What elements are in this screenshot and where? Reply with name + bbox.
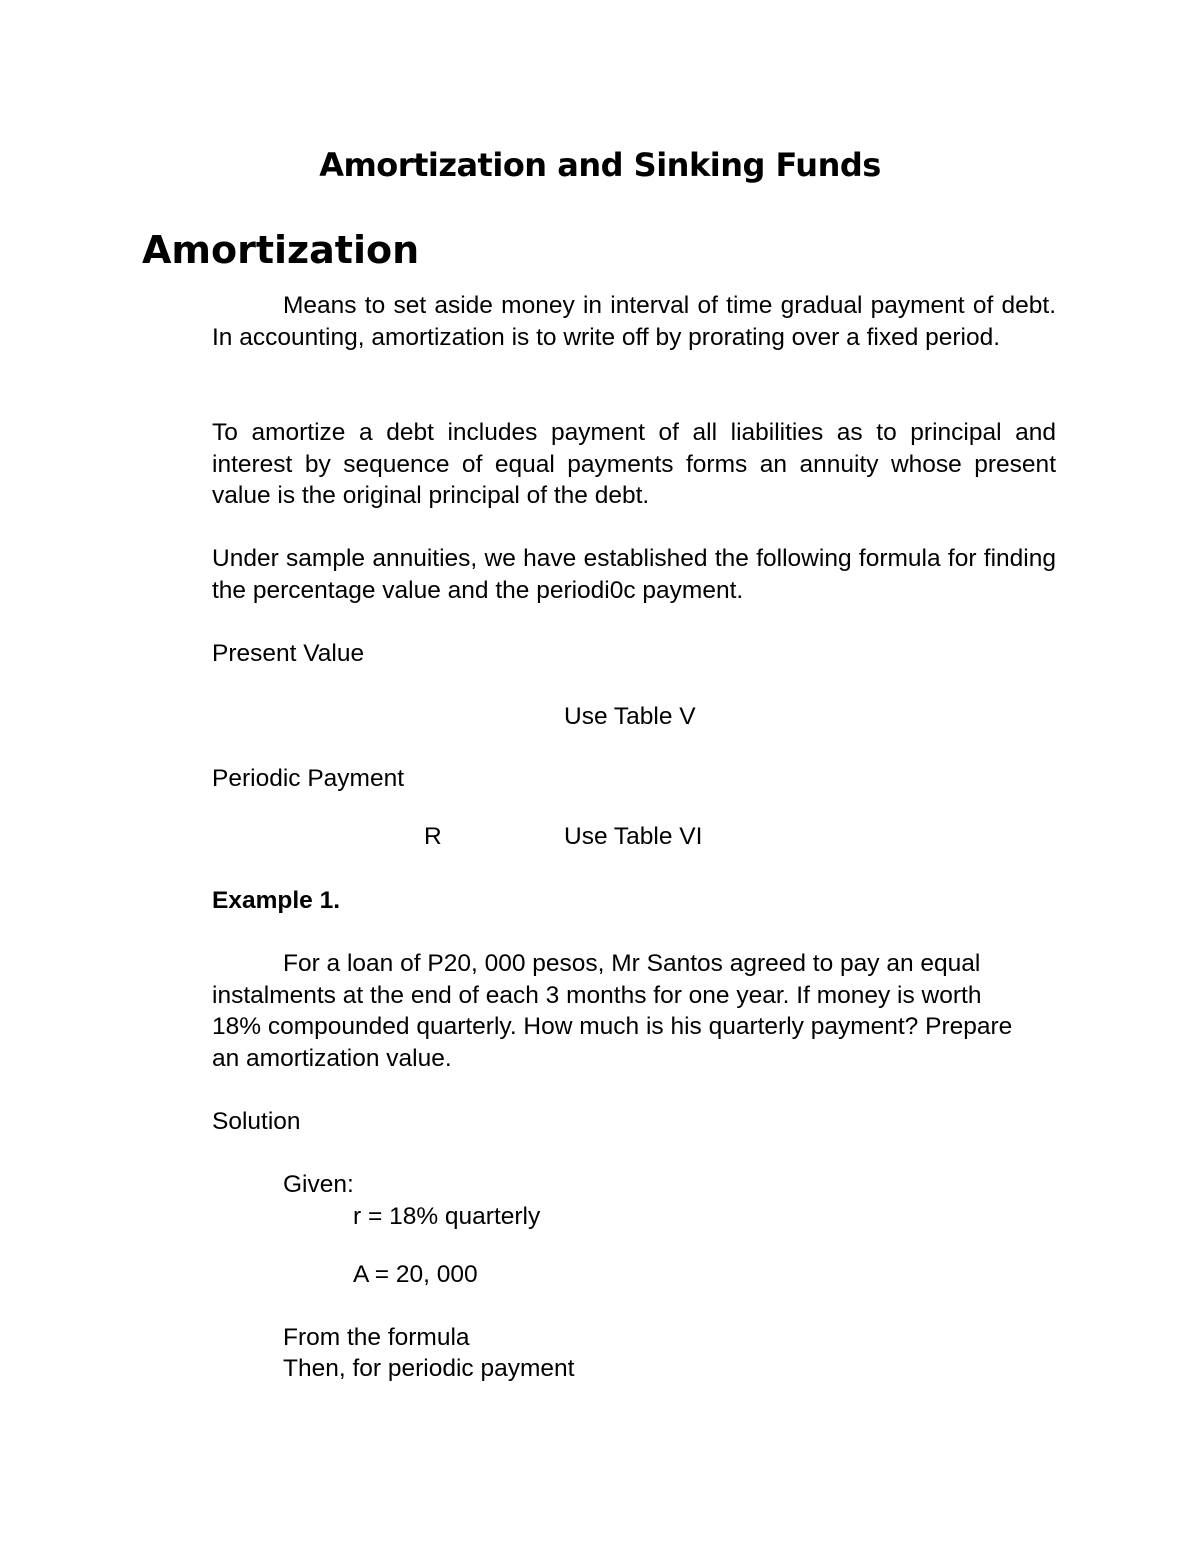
section-heading: Amortization <box>142 228 420 272</box>
periodic-payment-label: Periodic Payment <box>212 765 405 792</box>
from-formula-text: From the formula <box>283 1324 470 1351</box>
periodic-payment-text: Then, for periodic payment <box>283 1355 575 1382</box>
solution-label: Solution <box>212 1108 301 1135</box>
periodic-payment-symbol: R <box>424 823 442 850</box>
present-value-table-note: Use Table V <box>564 703 696 730</box>
paragraph-amortize-debt: To amortize a debt includes payment of all liabilities as to principal and interest by sequence of equal payments forms an annuity whose present value is the original principal of the debt. <box>212 419 1056 509</box>
given-label: Given: <box>283 1171 354 1198</box>
paragraph-formula-intro: Under sample annuities, we have established the following formula for finding the percentage value and the periodi0c payment. <box>212 545 1056 604</box>
paragraph-definition: Means to set aside money in interval of time gradual payment of debt. In accounting, amortization is to write off by prorating over a fixed period. <box>212 292 1056 351</box>
example-problem: For a loan of P20, 000 pesos, Mr Santos agreed to pay an equal instalments at the end of each 3 months for one year. If money is worth 18% compounded quarterly. How much is his quarterly payment? Prepare an amortization value. <box>212 950 1013 1072</box>
periodic-payment-table-note: Use Table VI <box>564 823 703 850</box>
given-amount: A = 20, 000 <box>353 1261 478 1288</box>
document-title: Amortization and Sinking Funds <box>319 146 881 184</box>
present-value-label: Present Value <box>212 640 365 667</box>
example-heading: Example 1. <box>212 887 341 914</box>
given-rate: r = 18% quarterly <box>353 1203 541 1230</box>
